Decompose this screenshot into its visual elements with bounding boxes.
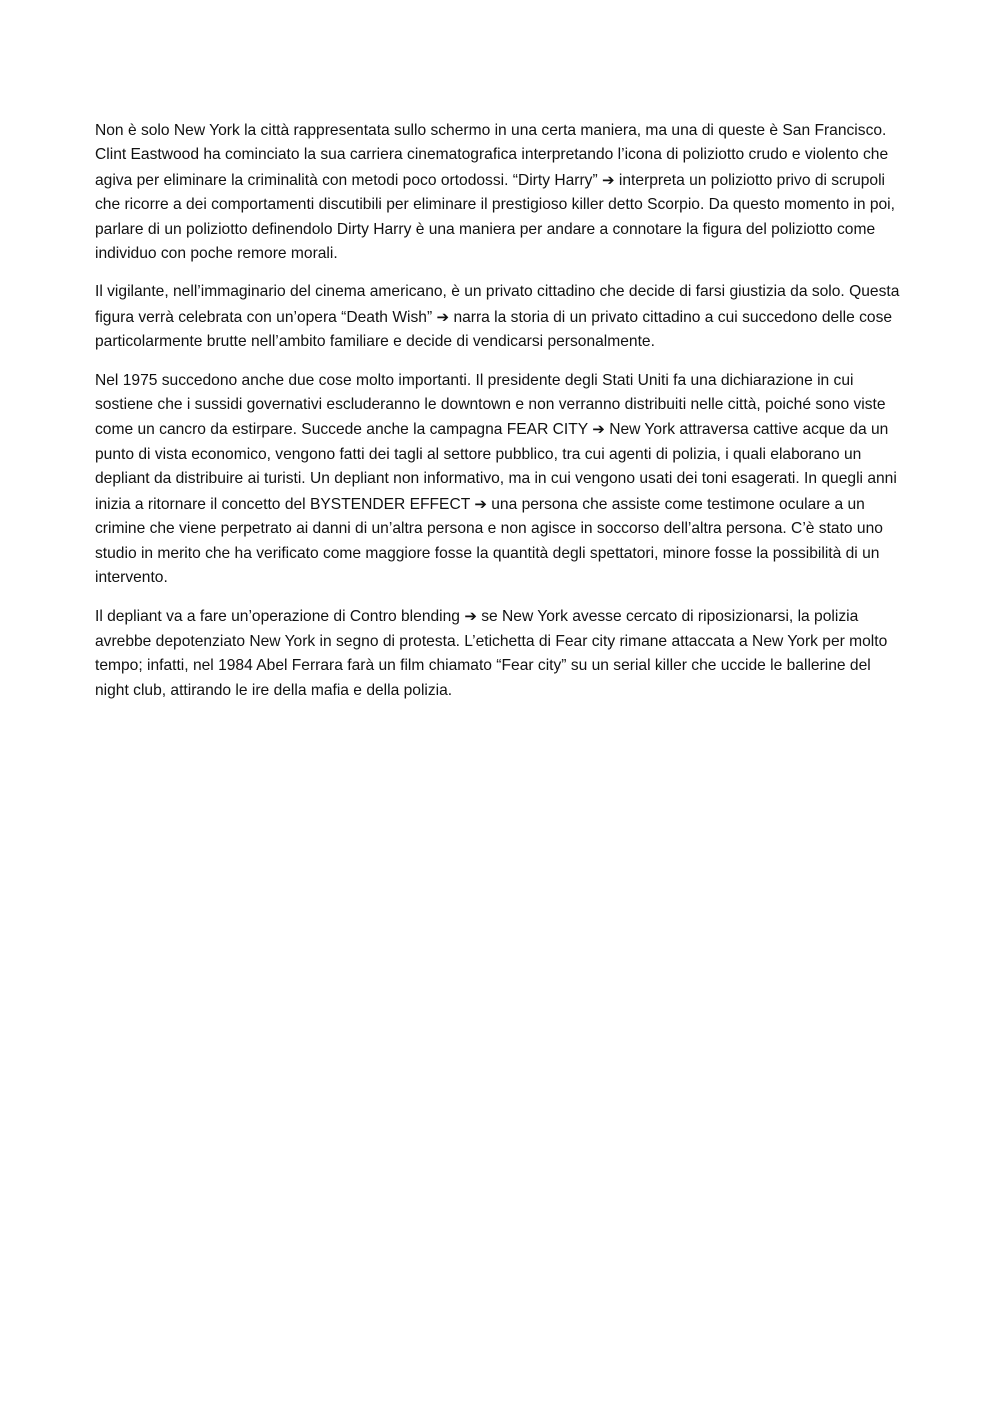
arrow-right-icon: ➔ — [464, 607, 477, 626]
paragraph-text: narra la storia di un privato cittadino a cui succedono delle cose particolarmente brutte nell’ambito familiare e decide di vendicarsi personalmente. — [95, 308, 893, 351]
arrow-right-icon: ➔ — [602, 170, 615, 189]
document-body — [95, 119, 907, 717]
paragraph-text: una persona che assiste come testimone oculare a un crimine che viene perpetrato ai danni di un’altra persona e non agisce in soccorso dell’altra persona. C’è stato uno studio in merito che ha verificato come maggiore fosse la quantità degli spettatori, minore fosse la possibilità di un intervento. — [95, 495, 883, 586]
arrow-right-icon: ➔ — [592, 420, 605, 439]
paragraph-text: Il vigilante, nell’immaginario del cinema americano, è un privato cittadino che decide di farsi giustizia da solo. Questa figura verrà celebrata con un’opera “Death Wish” — [95, 283, 900, 326]
paragraph-dirty-harry — [95, 119, 907, 266]
paragraph-text: Il depliant va a fare un’operazione di Contro blending — [95, 608, 460, 626]
paragraph-text: se New York avesse cercato di riposizionarsi, la polizia avrebbe depotenziato New York in segno di protesta. L’etichetta di Fear city rimane attaccata a New York per molto tempo; infatti, nel 1984 Abel Ferrara farà un film chiamato “Fear city” su un serial killer che uccide le ballerine del night club, attirando le ire della mafia e della polizia. — [95, 608, 888, 699]
paragraph-1975 — [95, 369, 907, 591]
paragraph-text: New York attraversa cattive acque da un punto di vista economico, vengono fatti dei tagli al settore pubblico, tra cui agenti di polizia, i quali elaborano un depliant da distribuire ai turisti. Un depliant non informativo, ma in cui vengono usati dei toni esagerati. In quegli anni inizia a ritornare il concetto del BYSTENDER EFFECT — [95, 421, 897, 513]
paragraph-depliant — [95, 604, 907, 703]
paragraph-text: Non è solo New York la città rappresentata sullo schermo in una certa maniera, ma una di queste è San Francisco. Clint Eastwood ha cominciato la sua carriera cinematografica interpretando l’icona di poliziotto crudo e violento che agiva per eliminare la criminalità con metodi poco ortodossi. “Dirty Harry” — [95, 122, 889, 189]
paragraph-vigilante — [95, 280, 907, 354]
paragraph-text: interpreta un poliziotto privo di scrupoli che ricorre a dei comportamenti discutibili per eliminare il prestigioso killer detto Scorpio. Da questo momento in poi, parlare di un poliziotto definendolo Dirty Harry è una maniera per andare a connotare la figura del poliziotto come individuo con poche remore morali. — [95, 171, 895, 263]
paragraph-text: Nel 1975 succedono anche due cose molto importanti. Il presidente degli Stati Uniti fa una dichiarazione in cui sostiene che i sussidi governativi escluderanno le downtown e non verranno distribuiti nelle città, poiché sono viste come un cancro da estirpare. Succede anche la campagna FEAR CITY — [95, 371, 886, 439]
arrow-right-icon: ➔ — [474, 494, 487, 513]
arrow-right-icon: ➔ — [436, 307, 450, 326]
